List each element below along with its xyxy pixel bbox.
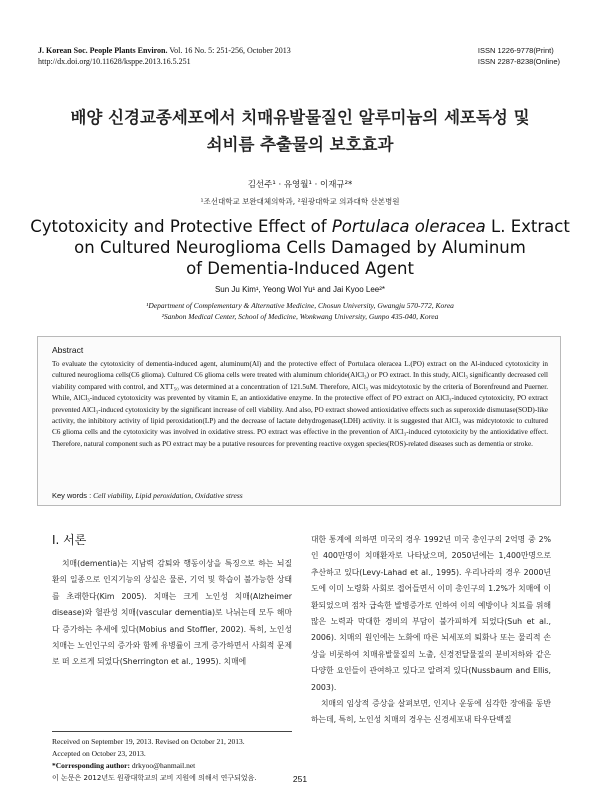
accepted-date: Accepted on October 23, 2013. — [52, 749, 146, 758]
journal-header — [38, 45, 291, 67]
english-title-line1 — [0, 216, 600, 237]
korean-title — [0, 104, 600, 158]
english-affiliation-line1: ¹Department of Complementary & Alternative Medicine, Chosun University, Gwangju 570-772, Korea — [146, 301, 454, 310]
journal-name: J. Korean Soc. People Plants Environ. — [38, 46, 168, 55]
korean-affiliation: ¹조선대학교 보완대체의학과, ²원광대학교 의과대학 산본병원 — [200, 197, 400, 206]
korean-authors: 김선주¹ · 유영월¹ · 이재규²* — [247, 180, 353, 190]
species-name: Portulaca oleracea — [331, 217, 486, 236]
keywords — [52, 491, 243, 500]
section-heading: Ⅰ. 서론 — [52, 533, 87, 547]
corresponding-author — [52, 760, 292, 772]
keywords-value: Cell viability, Lipid peroxidation, Oxidative stress — [93, 491, 243, 500]
issn-print: ISSN 1226-9778(Print) — [477, 46, 554, 55]
abstract-text: To evaluate the cytotoxicity of dementia-induced agent, aluminum(Al) and the protective effect of Portulaca oleracea L.(PO) extract on the Al-induced cytotoxicity in cultured neuroglioma cells(C6 glioma). Cultured C6 glioma cells were treated with aluminum chloride(AlCl₃) or PO extract. In this study, AlCl₃ significantly decreased cell viability compared with control, and XTT₅₀ was determined at a concentration of 121.5uM. Therefore, AlCl₃ was midcytotoxic by the criteria of Borenfreund and Puerner. While, AlCl₃-induced cytotoxicity was prevented by vitamin E, an antioxidative enzyme. In the protective effect of PO extract on AlCl₃-induced cytotoxicity, PO extract prevented AlCl₃-induced cytotoxicity by the significant increase of cell viability. And also, PO extract showed antioxidative effects such as superoxide dismutase(SOD)-like activity, the inhibitory activity of lipid peroxidation(LP) and the decrease of lactate dehydrogenase(LDH) activity. it is suggested that AlCl₃ was midcytotoxic to cultured C6 glioma cells and the cytotoxicity was involved in oxidative stress. PO extract was effective in the prevention of AlCl₃-induced cytotoxicity by the antioxidative effect. Therefore, natural component such as PO extract may be a putative resources for preventing reactive oxygen species(ROS)-related diseases such as dementia or stroke. — [52, 360, 548, 448]
intro-paragraph-left: 치매(dementia)는 지남력 감퇴와 행동이상을 특징으로 하는 뇌질환의 일종으로 인지기능의 상실은 물론, 기억 및 학습이 불가능한 상태를 초래한다(Kim 2005). 치매는 크게 노인성 치매(Alzheimer disease)와 혈관성 치매(vascular dementia)로 나뉘는데 모두 해마다 증가하는 추세에 있다(Mobius and Stoffler, 2002). 특히, 노인성 치매는 노인인구의 증가와 함께 유병률이 크게 증가하면서 사회적 문제로 떠 오르게 되었다(Sherrington et al., 1995). 치매에 — [52, 559, 292, 667]
intro-paragraph-right-1: 대한 통계에 의하면 미국의 경우 1992년 미국 총인구의 2억명 중 2%인 400만명이 치매환자로 나타났으며, 2050년에는 1,400만명으로 추산하고 있다(Levy-Lahad et al., 1995). 우리나라의 경우 2000년도에 이미 노령화 사회로 접어들면서 이미 총인구의 1.2%가 치매에 이환되었으며 점차 급속한 발병증가로 인하여 이의 예방이나 치료를 위해 많은 노력과 막대한 경비의 부담이 불가피하게 되었다(Suh et al., 2006). 치매의 원인에는 노화에 따른 뇌세포의 퇴화나 또는 물리적 손상을 비롯하여 치매유발물질의 노출, 신경전달물질의 분비저하와 같은 다양한 요인들이 관여하고 있다고 알려져 있다(Nussbaum and Ellis, 2003). — [311, 535, 551, 692]
doi-link[interactable]: http://dx.doi.org/10.11628/ksppe.2013.16.5.251 — [38, 57, 191, 66]
right-column — [311, 532, 551, 729]
abstract-heading: Abstract — [52, 345, 84, 355]
intro-paragraph-right-2: 치매의 임상적 증상을 살펴보면, 인지나 운동에 심각한 장애를 동반하는데, 특히, 노인성 치매의 경우는 신경세포내 타우단백질 — [311, 699, 551, 725]
english-title-line1-pre: Cytotoxicity and Protective Effect of — [30, 217, 332, 236]
corresponding-label: *Corresponding author: — [52, 761, 130, 770]
issn-online: ISSN 2287-8238(Online) — [477, 57, 560, 66]
page-number: 251 — [292, 774, 308, 784]
korean-title-line1: 배양 신경교종세포에서 치매유발물질인 알루미늄의 세포독성 및 — [70, 108, 530, 127]
english-affiliation-line2: ²Sanbon Medical Center, School of Medicine, Wonkwang University, Gunpo 435-040, Korea — [161, 312, 439, 321]
received-date: Received on September 19, 2013. Revised on October 21, 2013. — [52, 737, 245, 746]
footnote-divider — [52, 731, 292, 732]
english-affiliation — [0, 300, 600, 322]
english-title — [0, 216, 600, 279]
abstract-box — [37, 336, 561, 506]
korean-title-line2: 쇠비름 추출물의 보호효과 — [206, 135, 394, 154]
corresponding-email[interactable]: drkyoo@hanmail.net — [131, 761, 196, 770]
english-authors: Sun Ju Kim¹, Yeong Wol Yu¹ and Jai Kyoo Lee²* — [214, 285, 386, 294]
english-title-line2: on Cultured Neuroglioma Cells Damaged by Aluminum — [74, 238, 526, 257]
left-column — [52, 532, 292, 671]
issn-block — [478, 45, 560, 67]
keywords-label: Key words : — [52, 491, 92, 500]
journal-volume: Vol. 16 No. 5: 251-256, October 2013 — [169, 46, 291, 55]
english-title-line1-post: L. Extract — [485, 217, 570, 236]
funding-note: 이 논문은 2012년도 원광대학교의 교비 지원에 의해서 연구되었음. — [52, 774, 257, 782]
english-title-line3: of Dementia-Induced Agent — [186, 259, 414, 278]
